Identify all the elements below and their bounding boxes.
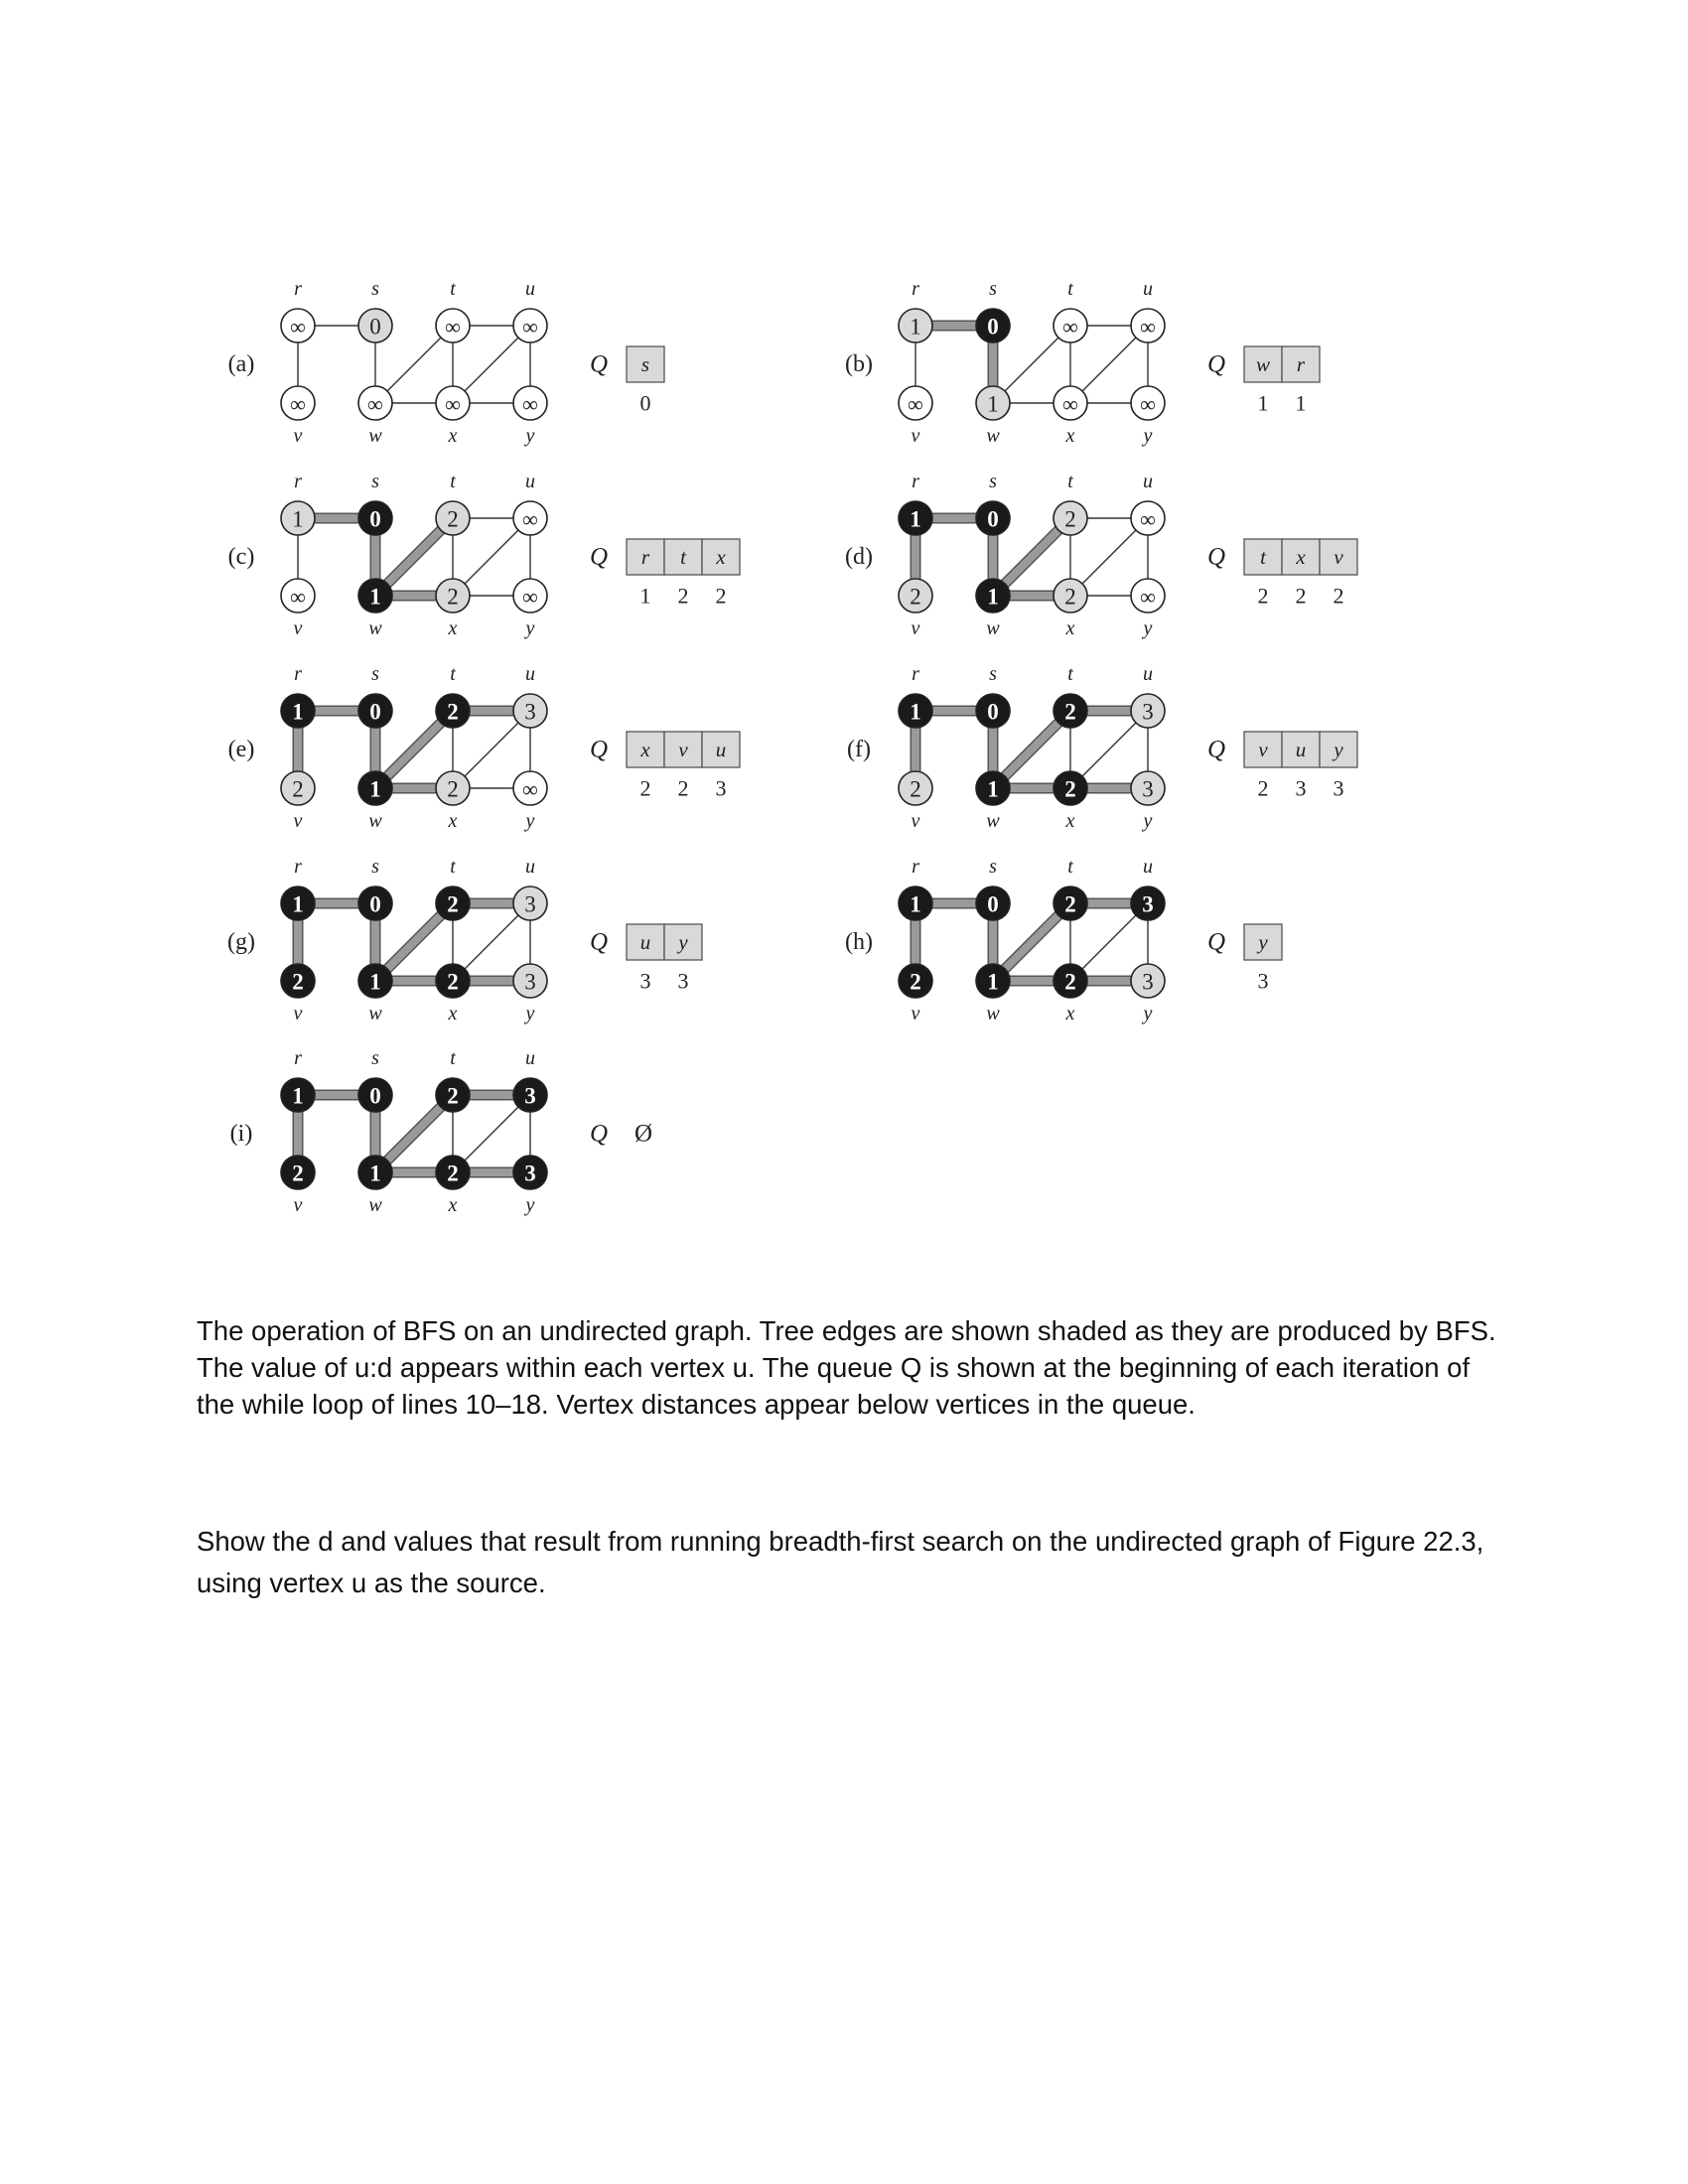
vertex-value-u: 3	[524, 891, 536, 917]
vertex-name-y: y	[525, 617, 535, 639]
vertex-value-x: ∞	[445, 391, 461, 417]
vertex-value-x: 2	[1064, 969, 1076, 995]
bfs-panel-2	[228, 471, 740, 639]
vertex-name-x: x	[1065, 617, 1075, 639]
queue-label: Q	[589, 1120, 609, 1148]
vertex-name-r: r	[912, 471, 919, 492]
panel-label: (f)	[847, 737, 871, 762]
bfs-panel-8	[230, 1047, 652, 1216]
vertex-name-x: x	[448, 1194, 458, 1216]
queue-distance: 3	[677, 968, 689, 994]
panel-label: (d)	[845, 544, 873, 570]
vertex-name-w: w	[986, 617, 1000, 639]
vertex-value-u: ∞	[522, 314, 538, 340]
vertex-name-x: x	[1065, 810, 1075, 832]
vertex-name-u: u	[525, 471, 535, 492]
vertex-name-t: t	[1067, 278, 1073, 300]
panel-label: (i)	[229, 1121, 253, 1147]
vertex-value-r: ∞	[290, 314, 306, 340]
vertex-name-w: w	[368, 1003, 382, 1024]
vertex-name-r: r	[294, 278, 302, 300]
vertex-value-t: 2	[1064, 699, 1076, 725]
queue-vertex: u	[1295, 738, 1307, 761]
vertex-value-s: 0	[987, 891, 999, 917]
queue-vertex: v	[1334, 545, 1343, 569]
vertex-name-t: t	[450, 278, 456, 300]
queue-label: Q	[589, 350, 609, 378]
vertex-value-v: 2	[910, 584, 921, 610]
bfs-panel-7	[845, 856, 1282, 1024]
queue-vertex: y	[1334, 738, 1343, 761]
vertex-value-t: 2	[1064, 506, 1076, 532]
vertex-value-t: ∞	[445, 314, 461, 340]
vertex-value-u: 3	[524, 699, 536, 725]
vertex-name-u: u	[1143, 471, 1153, 492]
vertex-value-r: 1	[910, 699, 921, 725]
vertex-value-u: 3	[1142, 699, 1154, 725]
vertex-name-s: s	[371, 663, 379, 685]
vertex-name-s: s	[371, 471, 379, 492]
vertex-value-v: 2	[910, 776, 921, 802]
vertex-name-s: s	[989, 856, 997, 878]
vertex-name-r: r	[912, 278, 919, 300]
vertex-value-y: 3	[1142, 776, 1154, 802]
vertex-value-s: 0	[369, 506, 381, 532]
vertex-value-v: 2	[292, 1160, 304, 1186]
vertex-name-w: w	[368, 617, 382, 639]
queue-label: Q	[1206, 928, 1226, 956]
vertex-name-u: u	[1143, 856, 1153, 878]
vertex-name-r: r	[294, 663, 302, 685]
vertex-name-u: u	[525, 663, 535, 685]
bfs-panel-5	[847, 663, 1357, 832]
vertex-name-v: v	[293, 1003, 303, 1024]
vertex-value-x: 2	[447, 776, 459, 802]
vertex-name-y: y	[1143, 810, 1153, 832]
vertex-name-t: t	[450, 856, 456, 878]
vertex-name-r: r	[294, 471, 302, 492]
queue-label: Q	[589, 543, 609, 571]
queue-vertex: w	[1255, 352, 1271, 376]
vertex-name-w: w	[986, 1003, 1000, 1024]
vertex-name-u: u	[525, 278, 535, 300]
queue-vertex: y	[1258, 930, 1268, 954]
vertex-name-w: w	[368, 1194, 382, 1216]
queue-distance: 2	[715, 583, 727, 609]
vertex-value-u: 3	[1142, 891, 1154, 917]
vertex-name-y: y	[525, 810, 535, 832]
vertex-value-x: 2	[447, 584, 459, 610]
vertex-name-x: x	[448, 617, 458, 639]
vertex-name-v: v	[911, 425, 920, 447]
vertex-value-x: 2	[447, 969, 459, 995]
vertex-name-u: u	[1143, 278, 1153, 300]
queue-distance: 2	[1295, 583, 1307, 609]
bfs-panel-0	[228, 278, 664, 447]
vertex-name-v: v	[293, 1194, 303, 1216]
panel-label: (a)	[227, 351, 255, 377]
vertex-name-w: w	[986, 810, 1000, 832]
vertex-value-v: ∞	[290, 584, 306, 610]
vertex-name-v: v	[293, 810, 303, 832]
vertex-value-w: 1	[987, 391, 999, 417]
queue-distance: 2	[639, 775, 651, 801]
vertex-value-w: 1	[369, 584, 381, 610]
vertex-name-y: y	[1143, 1003, 1153, 1024]
vertex-value-w: ∞	[367, 391, 383, 417]
vertex-value-y: ∞	[522, 776, 538, 802]
vertex-name-t: t	[450, 663, 456, 685]
queue-distance: 2	[1257, 775, 1269, 801]
vertex-value-r: 1	[910, 506, 921, 532]
vertex-value-v: ∞	[908, 391, 923, 417]
vertex-name-v: v	[911, 1003, 920, 1024]
vertex-value-u: ∞	[1140, 506, 1156, 532]
vertex-name-t: t	[450, 471, 456, 492]
bfs-panel-3	[845, 471, 1357, 639]
vertex-value-u: ∞	[522, 506, 538, 532]
vertex-value-t: 2	[1064, 891, 1076, 917]
exercise-question	[197, 1521, 1507, 1604]
vertex-name-u: u	[1143, 663, 1153, 685]
queue-vertex: u	[639, 930, 651, 954]
vertex-value-x: 2	[1064, 584, 1076, 610]
queue-distance: 3	[1257, 968, 1269, 994]
caption-text: The operation of BFS on an undirected graph. Tree edges are shown shaded as they are produced by BFS. The value of u:d appears within each vertex u. The queue Q is shown at the beginning of each iteration of the while loop of lines 10–18. Vertex distances appear below vertices in the queue.	[197, 1315, 1496, 1420]
vertex-value-s: 0	[369, 699, 381, 725]
queue-vertex: v	[678, 738, 688, 761]
vertex-name-y: y	[1143, 425, 1153, 447]
vertex-name-s: s	[371, 856, 379, 878]
vertex-value-t: ∞	[1062, 314, 1078, 340]
vertex-name-r: r	[912, 663, 919, 685]
queue-label: Q	[1206, 736, 1226, 763]
vertex-value-v: 2	[910, 969, 921, 995]
vertex-name-s: s	[989, 278, 997, 300]
queue-vertex: s	[640, 352, 650, 376]
vertex-value-y: ∞	[522, 584, 538, 610]
queue-distance: 3	[639, 968, 651, 994]
vertex-name-w: w	[368, 810, 382, 832]
vertex-value-t: 2	[447, 1083, 459, 1109]
queue-distance: 1	[1295, 390, 1307, 416]
vertex-value-v: 2	[292, 969, 304, 995]
vertex-name-r: r	[294, 1047, 302, 1069]
queue-vertex: u	[715, 738, 727, 761]
vertex-value-u: ∞	[1140, 314, 1156, 340]
vertex-value-r: 1	[910, 891, 921, 917]
queue-vertex: r	[640, 545, 650, 569]
vertex-name-u: u	[525, 856, 535, 878]
queue-vertex: x	[640, 738, 650, 761]
queue-distance: 1	[639, 583, 651, 609]
vertex-value-t: 2	[447, 506, 459, 532]
queue-vertex: t	[1260, 545, 1266, 569]
queue-distance: 3	[715, 775, 727, 801]
vertex-name-v: v	[911, 617, 920, 639]
vertex-value-s: 0	[369, 891, 381, 917]
vertex-name-x: x	[448, 810, 458, 832]
vertex-name-s: s	[371, 278, 379, 300]
bfs-panel-4	[228, 663, 740, 832]
queue-label: Q	[589, 736, 609, 763]
vertex-value-w: 1	[987, 969, 999, 995]
panel-label: (e)	[227, 737, 255, 762]
queue-vertex: v	[1258, 738, 1268, 761]
vertex-name-x: x	[448, 425, 458, 447]
vertex-value-u: 3	[524, 1083, 536, 1109]
queue-distance: 2	[1257, 583, 1269, 609]
bfs-panel-6	[227, 856, 702, 1024]
vertex-value-s: 0	[987, 506, 999, 532]
panel-label: (g)	[227, 929, 255, 955]
vertex-name-x: x	[448, 1003, 458, 1024]
queue-label: Q	[589, 928, 609, 956]
vertex-name-t: t	[1067, 663, 1073, 685]
question-text: Show the d and values that result from running breadth-first search on the undirected graph of Figure 22.3, using vertex u as the source.	[197, 1526, 1484, 1598]
vertex-name-s: s	[989, 471, 997, 492]
vertex-value-w: 1	[369, 1160, 381, 1186]
vertex-value-x: 2	[1064, 776, 1076, 802]
vertex-value-y: ∞	[522, 391, 538, 417]
queue-distance: 2	[677, 583, 689, 609]
vertex-value-w: 1	[987, 584, 999, 610]
queue-distance: 1	[1257, 390, 1269, 416]
queue-empty: Ø	[633, 1120, 653, 1148]
vertex-name-t: t	[450, 1047, 456, 1069]
vertex-value-s: 0	[987, 314, 999, 340]
vertex-value-v: ∞	[290, 391, 306, 417]
vertex-value-y: 3	[524, 969, 536, 995]
vertex-value-y: ∞	[1140, 584, 1156, 610]
vertex-name-t: t	[1067, 856, 1073, 878]
panel-label: (c)	[227, 544, 255, 570]
vertex-value-w: 1	[369, 969, 381, 995]
vertex-value-r: 1	[910, 314, 921, 340]
vertex-name-y: y	[525, 425, 535, 447]
vertex-value-s: 0	[987, 699, 999, 725]
vertex-value-r: 1	[292, 506, 304, 532]
queue-distance: 3	[1295, 775, 1307, 801]
vertex-value-w: 1	[369, 776, 381, 802]
vertex-value-y: 3	[524, 1160, 536, 1186]
vertex-name-v: v	[911, 810, 920, 832]
vertex-name-u: u	[525, 1047, 535, 1069]
vertex-value-x: ∞	[1062, 391, 1078, 417]
vertex-name-s: s	[989, 663, 997, 685]
panel-label: (b)	[845, 351, 873, 377]
queue-vertex: y	[678, 930, 688, 954]
queue-vertex: r	[1296, 352, 1306, 376]
vertex-value-r: 1	[292, 699, 304, 725]
vertex-name-w: w	[368, 425, 382, 447]
panel-label: (h)	[845, 929, 873, 955]
vertex-value-y: ∞	[1140, 391, 1156, 417]
queue-distance: 2	[1333, 583, 1344, 609]
queue-label: Q	[1206, 543, 1226, 571]
vertex-name-y: y	[525, 1194, 535, 1216]
vertex-value-t: 2	[447, 891, 459, 917]
vertex-value-x: 2	[447, 1160, 459, 1186]
queue-label: Q	[1206, 350, 1226, 378]
vertex-name-t: t	[1067, 471, 1073, 492]
queue-distance: 0	[639, 390, 651, 416]
vertex-value-r: 1	[292, 1083, 304, 1109]
vertex-name-y: y	[525, 1003, 535, 1024]
vertex-name-v: v	[293, 617, 303, 639]
queue-distance: 3	[1333, 775, 1344, 801]
vertex-value-r: 1	[292, 891, 304, 917]
queue-vertex: t	[680, 545, 686, 569]
vertex-name-w: w	[986, 425, 1000, 447]
vertex-name-s: s	[371, 1047, 379, 1069]
vertex-name-r: r	[912, 856, 919, 878]
vertex-name-r: r	[294, 856, 302, 878]
bfs-panel-1	[845, 278, 1320, 447]
vertex-value-y: 3	[1142, 969, 1154, 995]
queue-distance: 2	[677, 775, 689, 801]
vertex-name-v: v	[293, 425, 303, 447]
vertex-value-v: 2	[292, 776, 304, 802]
vertex-name-y: y	[1143, 617, 1153, 639]
vertex-value-s: 0	[369, 314, 381, 340]
queue-vertex: x	[1296, 545, 1306, 569]
vertex-name-x: x	[1065, 1003, 1075, 1024]
vertex-value-w: 1	[987, 776, 999, 802]
vertex-value-t: 2	[447, 699, 459, 725]
vertex-name-x: x	[1065, 425, 1075, 447]
vertex-value-s: 0	[369, 1083, 381, 1109]
queue-vertex: x	[716, 545, 726, 569]
figure-caption	[197, 1312, 1507, 1423]
